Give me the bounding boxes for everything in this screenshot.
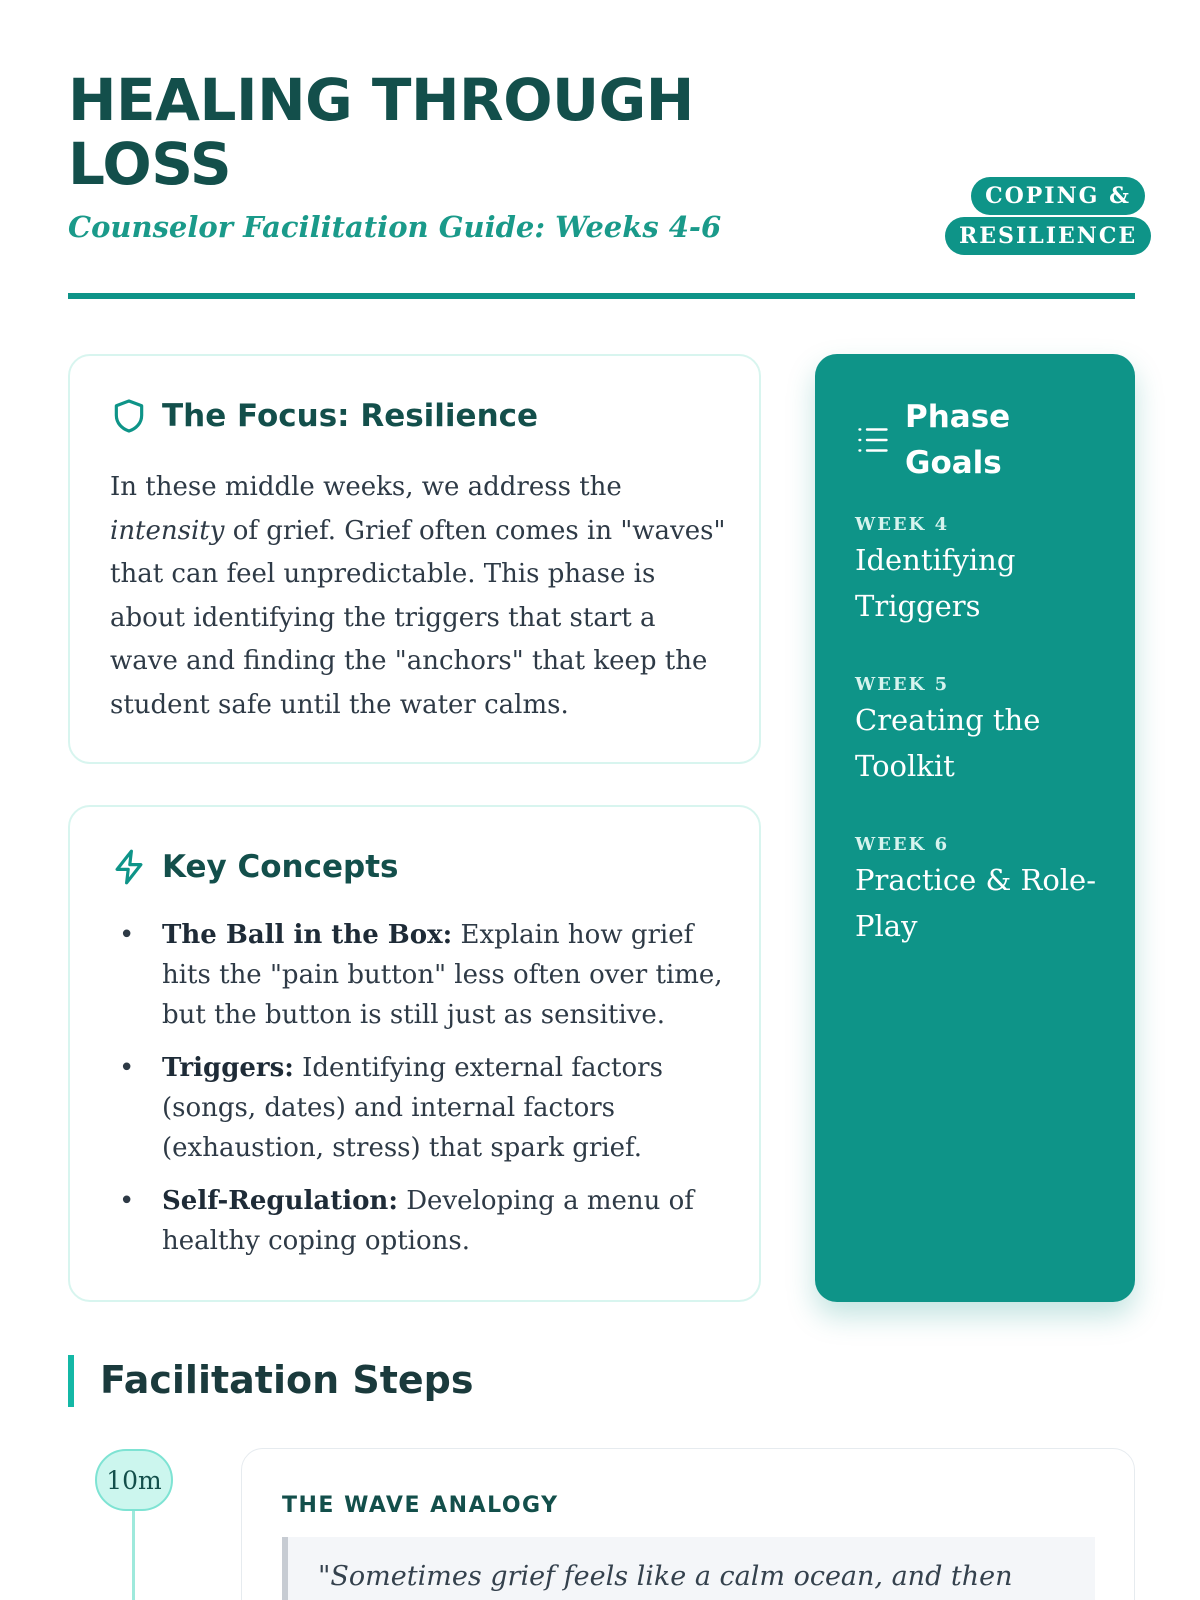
timeline-line	[132, 1511, 135, 1600]
bullet-icon: •	[119, 1053, 135, 1083]
shield-icon	[110, 396, 148, 436]
list-icon	[855, 422, 891, 458]
goal-item	[855, 834, 1105, 949]
step-title: THE WAVE ANALOGY	[282, 1493, 559, 1518]
concepts-card-title: Key Concepts	[162, 849, 399, 885]
bullet-icon: •	[119, 920, 135, 950]
concept-text: Explain how grief hits the "pain button" less often over time, but the button is still just as sensitive.	[162, 920, 723, 1030]
page-subtitle: Counselor Facilitation Guide: Weeks 4-6	[68, 210, 722, 244]
goal-week: WEEK 5	[855, 674, 950, 695]
step-quote	[282, 1537, 1095, 1600]
section-title: Facilitation Steps	[100, 1358, 474, 1402]
concept-text: Developing a menu of healthy coping options.	[162, 1186, 694, 1256]
focus-body-emphasis: intensity	[110, 515, 225, 546]
goal-item	[855, 674, 1105, 789]
list-item	[119, 1048, 734, 1168]
goal-week: WEEK 4	[855, 514, 950, 535]
concepts-list	[119, 915, 734, 1274]
concept-lead: Self-Regulation:	[162, 1186, 398, 1216]
time-badge: 10m	[95, 1449, 173, 1511]
concept-lead: Triggers:	[162, 1053, 294, 1083]
focus-body-text-cont: of grief. Grief often comes in "waves" that can feel unpredictable. This phase is about identifying the triggers that start a wave and finding the "anchors" that keep the student safe until the water calms.	[110, 515, 726, 720]
concepts-card-header	[110, 847, 398, 887]
phase-goals-panel	[815, 354, 1135, 1302]
phase-goals-title: Phase Goals	[905, 399, 1011, 481]
phase-goals-header	[855, 394, 1075, 486]
list-item	[119, 1181, 734, 1261]
category-badge	[945, 176, 1145, 256]
concepts-card	[68, 805, 761, 1302]
list-item	[119, 915, 734, 1035]
concept-text: Identifying external factors (songs, dates) and internal factors (exhaustion, stress) that spark grief.	[162, 1053, 663, 1163]
bullet-icon: •	[119, 1186, 135, 1216]
focus-card-header	[110, 396, 538, 436]
goal-text: Practice & Role-Play	[855, 863, 1097, 943]
focus-body-text: In these middle weeks, we address the	[110, 472, 622, 502]
goal-text: Identifying Triggers	[855, 543, 1016, 623]
focus-card-body	[110, 466, 730, 727]
focus-card-title: The Focus: Resilience	[162, 398, 539, 434]
concept-lead: The Ball in the Box:	[162, 920, 453, 950]
category-badge-label: COPING & RESILIENCE	[945, 177, 1151, 255]
page-title: HEALING THROUGH LOSS	[68, 66, 694, 198]
step-card	[241, 1448, 1135, 1600]
header-divider	[68, 293, 1135, 299]
lightning-icon	[110, 847, 148, 887]
section-accent-bar	[68, 1355, 74, 1407]
goal-week: WEEK 6	[855, 834, 950, 855]
focus-card	[68, 354, 761, 764]
goal-item	[855, 514, 1105, 629]
goal-text: Creating the Toolkit	[855, 703, 1041, 783]
step-quote-text: "Sometimes grief feels like a calm ocean, and then	[318, 1561, 1013, 1592]
